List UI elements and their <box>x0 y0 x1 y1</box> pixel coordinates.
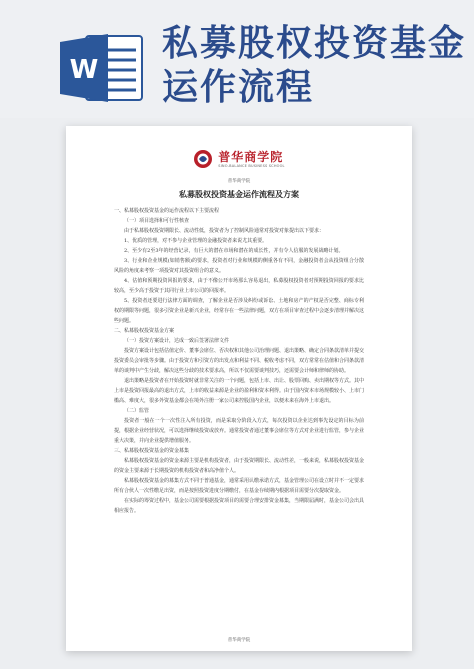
word-icon-letter: W <box>69 55 99 85</box>
document-text <box>114 206 364 516</box>
school-logo <box>114 144 364 174</box>
document-paragraph: 二、私募股权投资基金方案 <box>114 328 175 334</box>
page-title <box>162 22 467 110</box>
document-paragraph: 在实际的筹资过程中，基金公司需要根据投资项目的需要合理安排资金募集，当期限届满时，基金公司会出具相应报告。 <box>114 498 365 514</box>
document-preview[interactable] <box>66 126 412 651</box>
logo-english-name: SINO-BALANCE BUSINESS SCHOOL <box>218 163 285 168</box>
document-paragraph: 1、优质的管理，对不参与企业管理的金融投资者来说尤其重要。 <box>124 238 268 244</box>
document-paragraph: 2、至少有2至3年的经营记录，有巨大的潜在市场和潜在的成长性，并有令人信服的发展战略计划。 <box>124 248 344 254</box>
document-paragraph: （一）投资方案设计，达成一致后签署法律文件 <box>124 338 230 344</box>
document-paragraph: 由于私募股权投资期限长、流动性低，投资者为了控制风险通常对投资对象提出以下要求： <box>124 228 325 234</box>
document-paragraph: 私募股权投资基金的募集方式不同于普通基金，通常采用认缴承诺方式，基金管理公司在设立时并不一定要求所有合伙人一次性缴足出资，而是按照投资进度分期缴付，在基金存续期内根据项目需要分次提取资金。 <box>114 478 365 494</box>
document-paragraph: （二）监管 <box>124 408 150 414</box>
document-paragraph: 投资者一般在一个一次性注入所有投资，而是采取分阶段入方式，每次投资以企业达到事先设定的目标为前提，根据企业经营状况，可以选择继续投资或放弃。通常投资者通过董事会席位等方式对企业进行监管，参与企业重大决策，并向企业提供增值服务。 <box>114 418 365 444</box>
document-body <box>114 144 364 516</box>
document-title: 私募股权投资基金运作流程及方案 <box>179 189 299 199</box>
school-emblem-icon <box>193 149 213 169</box>
document-paragraph: 投资方案设计包括估值定价、董事会席位、否决权和其他公司治理问题、退出策略、确定合同条款清单并提交投资委员会审批等步骤。由于投资方和引资方的出发点和利益不同、税收考虑不同，双方常常在估值和合同条款清单的谈判中产生分歧，解决这些分歧的技术要求高，所以不仅需要谈判技巧，还需要会计师和律师的协助。 <box>114 348 365 374</box>
document-paragraph: 3、行业和企业规模(如销售额)的要求，投资者对行业和规模的侧重各有不同，金融投资者会从投资组合分散风险的角度来考察一项投资对其投资组合的意义。 <box>114 258 364 274</box>
document-paragraph: 一、私募股权投资基金的运作流程以下主要流程 <box>114 208 220 214</box>
document-footer: 普华商学院 <box>227 638 251 643</box>
document-paragraph: 退出策略是投资者在开始投资时就非常关注的一个问题，包括上市、出让、股票回购、卖出期权等方式。其中上市是投资回报最高的退出方式，上市的收益来源是企业的盈利和资本利得。由于国内资本市场规模较小、上市门槛高、难度大，很多外资基金都会在境外注册一家公司来控股国内企业，以便未来在海外上市退出。 <box>114 378 365 404</box>
page-title-line1: 私募股权投资基金 <box>162 23 467 64</box>
document-paragraph: 私募股权投资基金的资金来源主要是机构投资者，由于投资期限长、流动性差，一般来说，私募股权投资基金的资金主要来源于长期投资的机构投资者和高净值个人。 <box>114 458 365 474</box>
document-paragraph: 三、私募股权投资基金的资金募集 <box>114 448 190 454</box>
page-title-line2: 运作流程 <box>162 67 315 108</box>
header-banner <box>0 0 474 118</box>
document-paragraph: 4、估值和预期投资回报的要求，由于不像公开市场那么容易退出，私募股权投资者对预期投资回报的要求比较高，至少高于投资于其同行业上市公司的回报率。 <box>114 278 364 294</box>
document-paragraph: （一）项目选择和可行性核查 <box>124 218 190 224</box>
document-paragraph: 5、投资者还要进行法律方面的调查，了解企业是否涉及纠纷或诉讼、土地和房产的产权是否完整、商标专利权的期限等问题，很多引资企业是新兴企业，经常存在一些法律问题，双方在项目审查过程中会逐步清理并解决这些问题。 <box>114 298 365 324</box>
word-document-icon <box>58 30 146 106</box>
doc-source-label: 普华商学院 <box>227 179 251 184</box>
logo-name: 普华商学院 <box>218 149 284 164</box>
